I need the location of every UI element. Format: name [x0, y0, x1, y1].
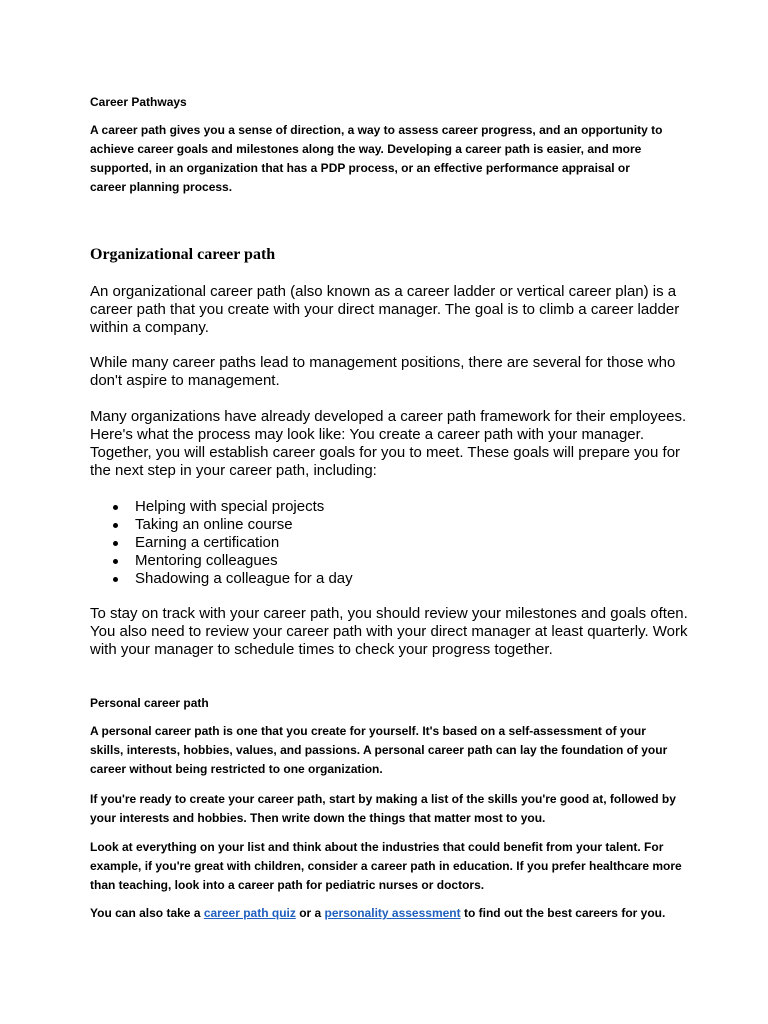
personal-paragraph-4	[90, 904, 690, 923]
intro-paragraph: A career path gives you a sense of direction, a way to assess career progress, and an opportunity to achieve career goals and milestones along the way. Developing a career path is easier, and more supported, in an organization that has a PDP process, or an effective performance appraisal or career planning process.	[90, 123, 663, 194]
org-paragraph-1: An organizational career path (also known as a career ladder or vertical career plan) is a career path that you create with your direct manager. The goal is to climb a career ladder within a company.	[90, 283, 680, 336]
org-section-heading: Organizational career path	[90, 246, 276, 263]
link-intro-text: You can also take a	[90, 906, 204, 920]
list-item: Mentoring colleagues	[90, 552, 353, 570]
org-paragraph-4: To stay on track with your career path, you should review your milestones and goals often. You also need to review your career path with your direct manager at least quarterly. Work with your manager to schedule times to check your progress together.	[90, 605, 688, 658]
link-joiner-text: or a	[295, 906, 325, 920]
org-paragraph-2: While many career paths lead to management positions, there are several for those who don't aspire to management.	[90, 354, 676, 389]
org-paragraph-3: Many organizations have already developed a career path framework for their employees. Here's what the process may look like: You create a career path with your manager. Together, you will establish career goals for you to meet. These goals will prepare you for the next step in your career path, including:	[90, 408, 687, 479]
personal-paragraph-3: Look at everything on your list and think about the industries that could benefit from your talent. For example, if you're great with children, consider a career path in education. If you prefer healthcare more than teaching, look into a career path for pediatric nurses or doctors.	[90, 840, 682, 892]
career-path-quiz-link[interactable]: career path quiz	[203, 906, 296, 920]
personality-assessment-link[interactable]: personality assessment	[324, 906, 461, 920]
link-outro-text: to find out the best careers for you.	[460, 906, 666, 920]
list-item: Earning a certification	[90, 534, 353, 552]
personal-paragraph-1: A personal career path is one that you create for yourself. It's based on a self-assessment of your skills, interests, hobbies, values, and passions. A personal career path can lay the foundation of your career without being restricted to one organization.	[90, 724, 668, 776]
personal-section-heading: Personal career path	[90, 696, 209, 710]
document-title: Career Pathways	[90, 95, 187, 109]
list-item: Helping with special projects	[90, 498, 353, 516]
milestone-list	[90, 498, 353, 588]
personal-paragraph-2: If you're ready to create your career path, start by making a list of the skills you're good at, followed by your interests and hobbies. Then write down the things that matter most to you.	[90, 792, 676, 825]
list-item: Shadowing a colleague for a day	[90, 570, 353, 588]
list-item: Taking an online course	[90, 516, 353, 534]
